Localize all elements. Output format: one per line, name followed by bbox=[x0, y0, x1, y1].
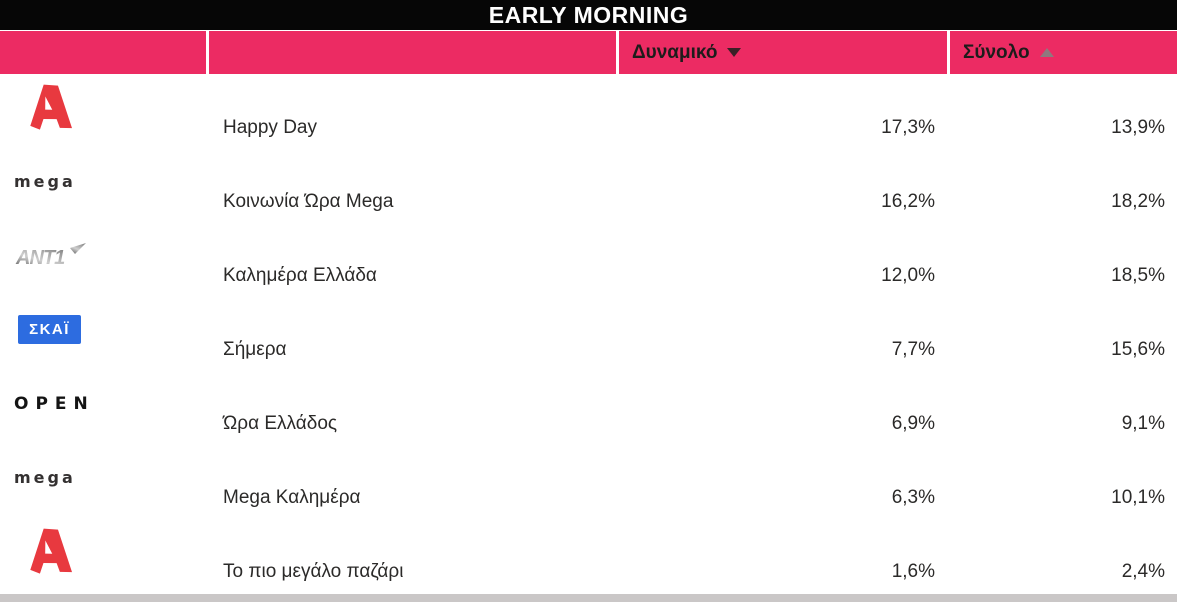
skai-logo: ΣΚΑΪ bbox=[18, 315, 81, 344]
show-name: Καλημέρα Ελλάδα bbox=[223, 265, 377, 286]
dynamiko-value: 16,2% bbox=[881, 191, 935, 212]
show-name: Κοινωνία Ώρα Mega bbox=[223, 191, 394, 212]
channel-logo-cell bbox=[0, 298, 206, 361]
show-name: Σήμερα bbox=[223, 339, 287, 360]
ant1-logo bbox=[14, 242, 90, 270]
channel-logo-cell bbox=[0, 446, 206, 509]
channel-logo-cell bbox=[0, 150, 206, 213]
synolo-value: 18,2% bbox=[1111, 191, 1165, 212]
next-row-edge bbox=[0, 594, 1177, 602]
channel-logo-cell bbox=[0, 224, 206, 287]
sort-asc-icon bbox=[1040, 48, 1054, 57]
channel-logo-cell bbox=[0, 76, 206, 139]
channel-logo-cell bbox=[0, 520, 206, 583]
dynamiko-value: 1,6% bbox=[891, 561, 935, 582]
sort-desc-icon bbox=[727, 48, 741, 57]
show-name: Το πιο μεγάλο παζάρι bbox=[223, 561, 404, 582]
svg-text:ANT1: ANT1 bbox=[16, 246, 65, 269]
alpha-logo bbox=[26, 82, 74, 134]
column-label-dynamiko: Δυναμικό bbox=[632, 41, 718, 63]
dynamiko-value: 17,3% bbox=[881, 117, 935, 138]
open-logo: OPEN bbox=[14, 393, 95, 414]
ratings-table bbox=[0, 31, 1177, 592]
header-cell-channel bbox=[0, 31, 206, 74]
header-cell-show bbox=[209, 31, 616, 74]
dynamiko-value: 12,0% bbox=[881, 265, 935, 286]
mega-logo: mega bbox=[14, 468, 76, 487]
synolo-value: 2,4% bbox=[1121, 561, 1165, 582]
page-title: EARLY MORNING bbox=[488, 1, 689, 28]
dynamiko-value: 6,3% bbox=[891, 487, 935, 508]
alpha-logo bbox=[26, 526, 74, 578]
dynamiko-value: 6,9% bbox=[891, 413, 935, 434]
section-title-bar bbox=[0, 0, 1177, 30]
show-name: Mega Καλημέρα bbox=[223, 487, 361, 508]
column-label-synolo: Σύνολο bbox=[963, 41, 1030, 63]
header-cell-dynamiko[interactable] bbox=[619, 31, 947, 74]
channel-logo-cell bbox=[0, 372, 206, 435]
show-name: Ώρα Ελλάδος bbox=[223, 413, 338, 434]
synolo-value: 9,1% bbox=[1121, 413, 1165, 434]
header-cell-synolo[interactable] bbox=[950, 31, 1177, 74]
synolo-value: 18,5% bbox=[1111, 265, 1165, 286]
mega-logo: mega bbox=[14, 172, 76, 191]
show-name: Happy Day bbox=[223, 117, 317, 138]
synolo-value: 13,9% bbox=[1111, 117, 1165, 138]
dynamiko-value: 7,7% bbox=[891, 339, 935, 360]
synolo-value: 15,6% bbox=[1111, 339, 1165, 360]
synolo-value: 10,1% bbox=[1111, 487, 1165, 508]
